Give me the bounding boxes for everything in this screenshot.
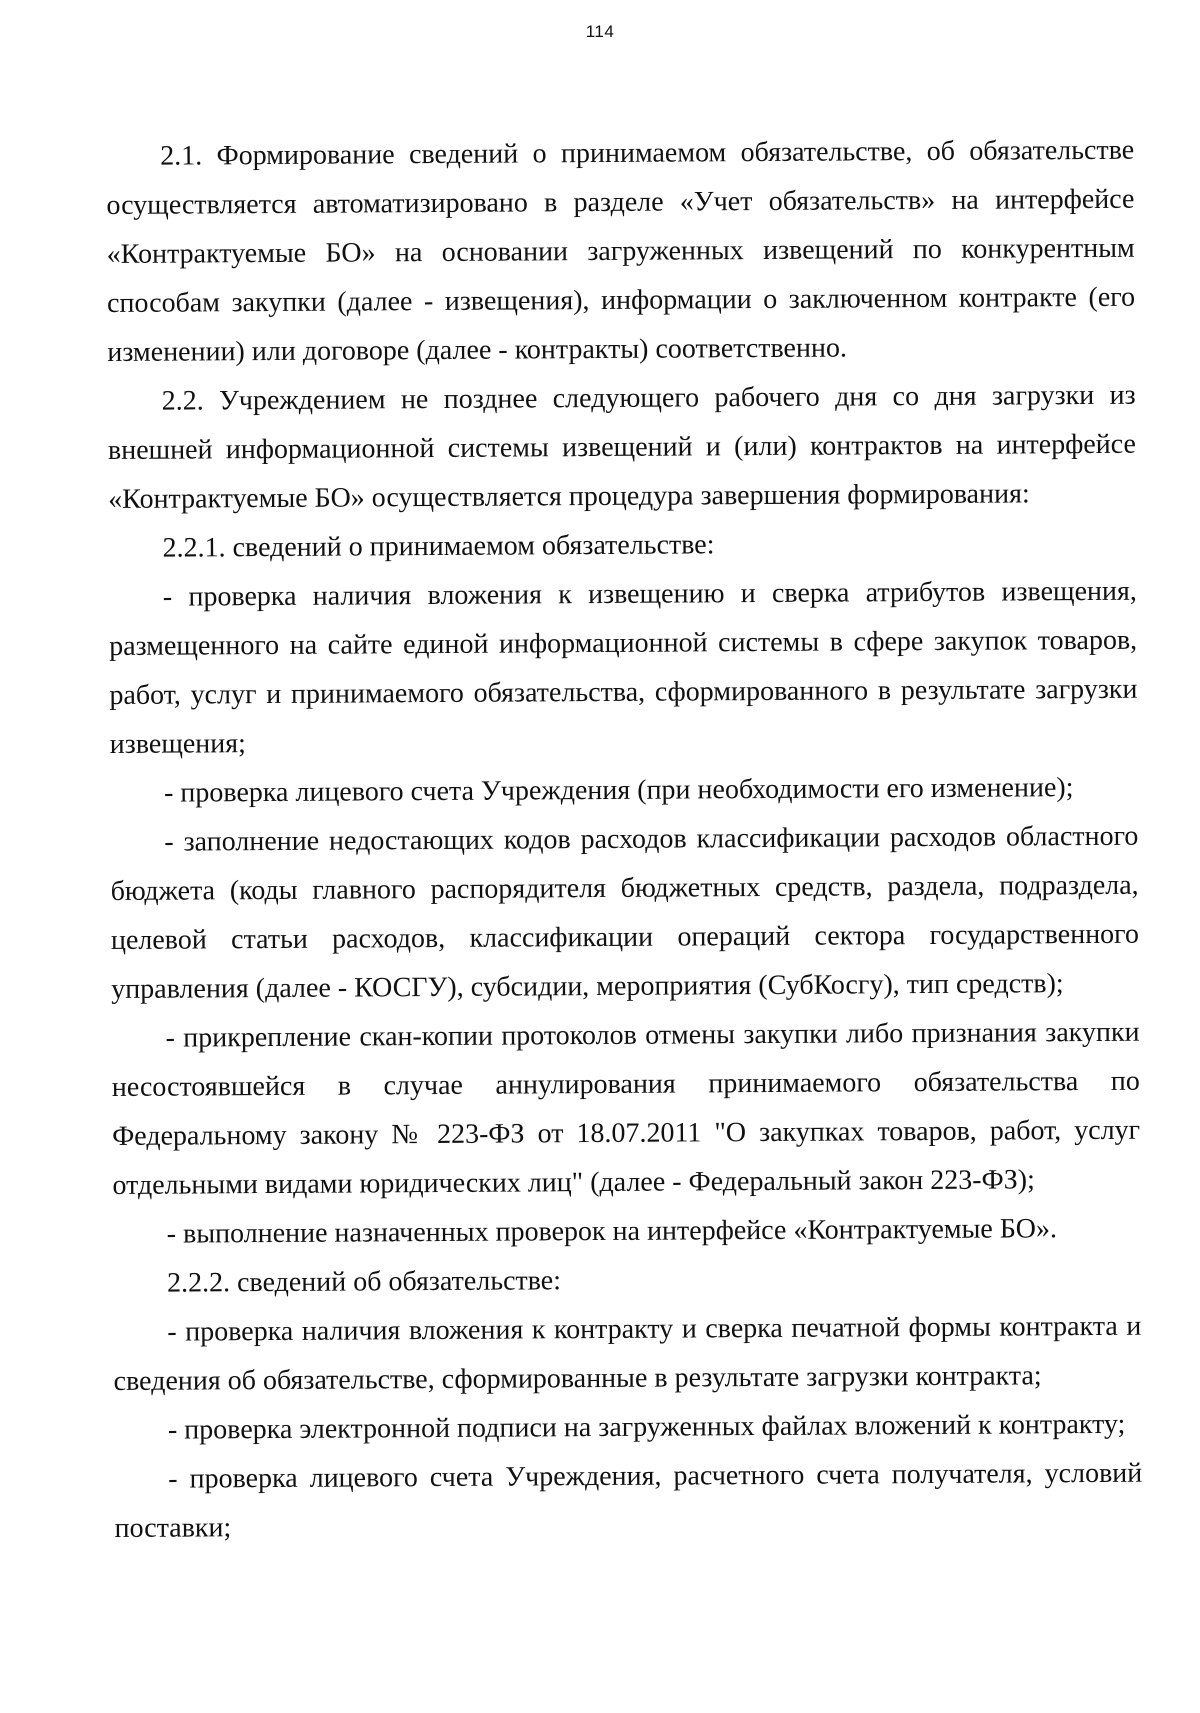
list-item-signature-check: - проверка электронной подписи на загруженных файлах вложений к контракту;	[167, 1408, 1126, 1446]
page-number: 114	[585, 22, 615, 41]
list-item-assigned-checks: - выполнение назначенных проверок на интерфейсе «Контрактуемые БО».	[166, 1213, 1057, 1250]
paragraph-2-2-1-heading: 2.2.1. сведений о принимаемом обязательстве:	[162, 529, 715, 564]
list-item-contract-attachment-check: - проверка наличия вложения к контракту и сверка печатной формы контракта и сведения об обязательстве, сформированные в результате загрузки контракта;	[113, 1310, 1142, 1397]
list-item-scan-copy: - прикрепление скан-копии протоколов отмены закупки либо признания закупки несостоявшейся в случае аннулирования принимаемого обязательства по Федеральному закону № 223-ФЗ от 18.07.2011 "О закупках товаров, работ, услуг отдельными видами юридических лиц" (далее - Федеральный закон 223-ФЗ);	[111, 1016, 1141, 1201]
list-item-accounts-delivery-check: - проверка лицевого счета Учреждения, расчетного счета получателя, условий поставки;	[114, 1457, 1143, 1544]
list-item-expense-codes: - заполнение недостающих кодов расходов классификации расходов областного бюджета (коды главного распорядителя бюджетных средств, раздела, подраздела, целевой статьи расходов, классификации операций сектора государственного управления (далее - КОСГУ), субсидии, мероприятия (СубКосгу), тип средств);	[110, 820, 1140, 1005]
list-item-notice-attachment-check: - проверка наличия вложения к извещению и сверка атрибутов извещения, размещенного на сайте единой информационной системы в сфере закупок товаров, работ, услуг и принимаемого обязательства, сформированного в результате загрузки извещения;	[109, 575, 1138, 760]
paragraph-2-1: 2.1. Формирование сведений о принимаемом обязательстве, об обязательстве осуществляется автоматизировано в разделе «Учет обязательств» на интерфейсе «Контрактуемые БО» на основании загруженных извещений по конкурентным способам закупки (далее - извещения), информации о заключенном контракте (его изменении) или договоре (далее - контракты) соответственно.	[106, 134, 1136, 368]
list-item-account-check: - проверка лицевого счета Учреждения (при необходимости его изменение);	[163, 772, 1074, 809]
document-body	[106, 126, 1143, 1553]
paragraph-2-2-2-heading: 2.2.2. сведений об обязательстве:	[166, 1265, 562, 1299]
paragraph-2-2: 2.2. Учреждением не позднее следующего рабочего дня со дня загрузки из внешней информационной системы извещений и (или) контрактов на интерфейсе «Контрактуемые БО» осуществляется процедура завершения формирования:	[107, 379, 1137, 515]
